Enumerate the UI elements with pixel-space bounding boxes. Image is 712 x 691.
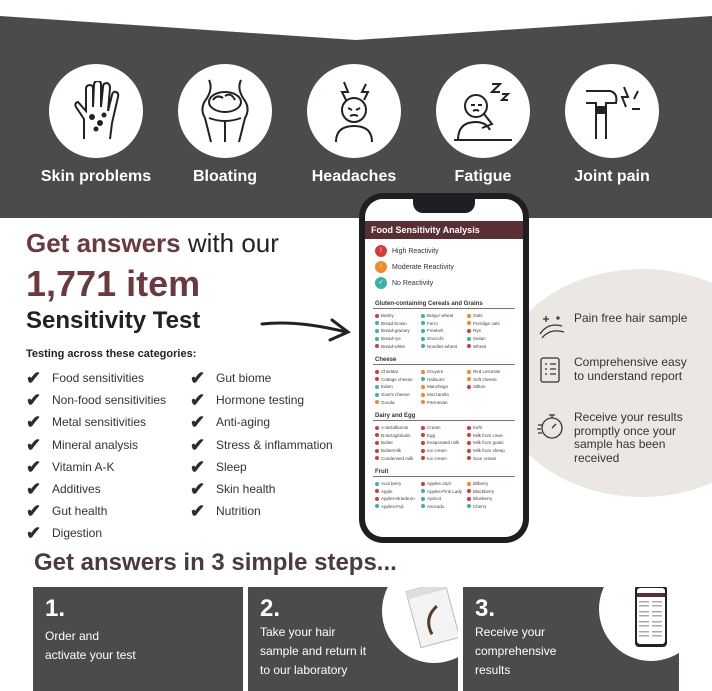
reactivity-dot-icon bbox=[467, 344, 471, 348]
food-item bbox=[467, 383, 513, 391]
food-name: Barley bbox=[381, 313, 394, 319]
food-item bbox=[467, 447, 513, 455]
food-name: Halloumi bbox=[427, 376, 445, 382]
food-item bbox=[375, 342, 421, 350]
knee-joint-icon bbox=[582, 81, 642, 141]
checkmark-icon: ✔ bbox=[26, 368, 42, 389]
food-name: Evaporated milk bbox=[427, 440, 460, 446]
food-name: Kefir bbox=[473, 425, 483, 431]
reactivity-dot-icon bbox=[467, 329, 471, 333]
food-item bbox=[421, 376, 467, 384]
reactivity-dot-icon bbox=[421, 433, 425, 437]
benefit-pain-free bbox=[536, 312, 699, 340]
reactivity-dot-icon bbox=[421, 497, 425, 501]
reactivity-dot-icon: ! bbox=[375, 261, 387, 273]
category-item bbox=[190, 434, 333, 456]
food-item bbox=[375, 424, 421, 432]
food-item bbox=[375, 383, 421, 391]
food-item bbox=[421, 424, 467, 432]
phone-screen bbox=[365, 199, 523, 537]
step-description: Take your hair sample and return it to our laboratory bbox=[260, 625, 367, 677]
category-label: Sleep bbox=[216, 459, 247, 474]
food-name: Apples-Pink Lady bbox=[427, 488, 463, 494]
category-label: Anti-aging bbox=[216, 415, 271, 430]
symptom-bloating bbox=[160, 64, 290, 186]
category-label: Stress & inflammation bbox=[216, 437, 333, 452]
category-item bbox=[26, 478, 166, 500]
headline-test-name: Sensitivity Test bbox=[26, 307, 201, 334]
report-section-items bbox=[365, 479, 523, 511]
reactivity-dot-icon bbox=[375, 377, 379, 381]
food-name: Wheat bbox=[473, 343, 487, 349]
reactivity-dot-icon bbox=[467, 426, 471, 430]
categories-title: Testing across these categories: bbox=[26, 348, 197, 360]
food-name: A-lactalbumin bbox=[381, 425, 409, 431]
checkmark-icon: ✔ bbox=[26, 523, 42, 544]
stopwatch-icon bbox=[536, 411, 566, 441]
food-item bbox=[421, 383, 467, 391]
reactivity-dot-icon bbox=[375, 393, 379, 397]
food-item bbox=[421, 312, 467, 320]
tired-person-icon bbox=[452, 80, 514, 142]
reactivity-dot-icon bbox=[467, 314, 471, 318]
food-name: Apples-Braeburn bbox=[381, 496, 415, 502]
reactivity-dot-icon bbox=[467, 489, 471, 493]
reactivity-dot-icon bbox=[375, 497, 379, 501]
food-name: Egg bbox=[427, 432, 436, 438]
reactivity-dot-icon bbox=[375, 337, 379, 341]
category-item bbox=[190, 500, 333, 522]
checkmark-icon: ✔ bbox=[26, 412, 42, 433]
food-name: Gruyere bbox=[427, 369, 444, 375]
report-section-title: Cheese bbox=[373, 353, 515, 365]
food-item bbox=[421, 398, 467, 406]
food-item bbox=[421, 454, 467, 462]
food-name: Rye bbox=[473, 328, 482, 334]
food-name: Goat's cheese bbox=[381, 392, 410, 398]
phone-notch bbox=[413, 199, 475, 213]
report-section-items bbox=[365, 367, 523, 407]
food-item bbox=[375, 312, 421, 320]
arrow-right-icon bbox=[258, 314, 354, 344]
food-name: Apple bbox=[381, 488, 393, 494]
reactivity-dot-icon bbox=[375, 385, 379, 389]
symptom-label: Bloating bbox=[193, 168, 257, 185]
food-item bbox=[467, 454, 513, 462]
food-name: Apples-Fuji bbox=[381, 503, 404, 509]
reactivity-dot-icon bbox=[375, 329, 379, 333]
report-section-title: Fruit bbox=[373, 465, 515, 477]
phone-report-icon bbox=[599, 587, 679, 661]
hair-sparkle-icon bbox=[536, 312, 566, 340]
food-item bbox=[421, 327, 467, 335]
hand-skin-icon bbox=[70, 81, 122, 141]
category-item bbox=[190, 411, 333, 433]
food-item bbox=[467, 335, 513, 343]
category-label: Nutrition bbox=[216, 504, 261, 519]
category-item bbox=[190, 456, 333, 478]
reactivity-dot-icon bbox=[421, 456, 425, 460]
food-name: Acai berry bbox=[381, 481, 402, 487]
food-name: Bread-white bbox=[381, 343, 406, 349]
category-item bbox=[26, 500, 166, 522]
step-2 bbox=[248, 587, 458, 691]
reactivity-dot-icon bbox=[421, 329, 425, 333]
steps-title: Get answers in 3 simple steps... bbox=[34, 549, 397, 576]
benefit-report bbox=[536, 356, 699, 384]
symptom-label: Fatigue bbox=[454, 168, 512, 185]
food-name: Bilberry bbox=[473, 481, 489, 487]
legend-label: No Reactivity bbox=[392, 279, 434, 287]
food-name: Noodles-wheat bbox=[427, 343, 458, 349]
reactivity-dot-icon bbox=[467, 321, 471, 325]
food-item bbox=[375, 503, 421, 511]
reactivity-dot-icon bbox=[375, 482, 379, 486]
reactivity-dot-icon bbox=[467, 456, 471, 460]
symptom-skin bbox=[31, 64, 161, 186]
food-name: Freekeh bbox=[427, 328, 444, 334]
symptom-headaches bbox=[289, 64, 419, 186]
category-item bbox=[190, 478, 333, 500]
food-name: Bread-brown bbox=[381, 320, 407, 326]
food-name: Bread-rye bbox=[381, 336, 401, 342]
step-2-image bbox=[382, 587, 458, 663]
reactivity-dot-icon bbox=[421, 385, 425, 389]
food-item bbox=[467, 398, 513, 406]
food-item bbox=[467, 320, 513, 328]
reactivity-legend bbox=[365, 239, 523, 295]
symptom-label: Headaches bbox=[311, 168, 397, 185]
category-item bbox=[26, 434, 166, 456]
report-section-title: Dairy and Egg bbox=[373, 409, 515, 421]
category-label: Metal sensitivities bbox=[52, 415, 147, 430]
symptom-label: Skin problems bbox=[40, 168, 152, 185]
food-name: Soft cheese bbox=[473, 376, 497, 382]
report-section-items bbox=[365, 423, 523, 463]
reactivity-dot-icon bbox=[375, 449, 379, 453]
food-item bbox=[467, 503, 513, 511]
food-item bbox=[375, 368, 421, 376]
reactivity-dot-icon bbox=[421, 400, 425, 404]
food-item bbox=[421, 480, 467, 488]
reactivity-dot-icon bbox=[375, 314, 379, 318]
food-item bbox=[467, 368, 513, 376]
food-item bbox=[421, 391, 467, 399]
bloated-stomach-icon bbox=[195, 78, 255, 144]
food-item bbox=[375, 480, 421, 488]
food-name: Avocado bbox=[427, 503, 445, 509]
food-item bbox=[467, 312, 513, 320]
food-item bbox=[375, 495, 421, 503]
food-item bbox=[467, 327, 513, 335]
phone-mockup bbox=[359, 193, 529, 543]
symptom-fatigue bbox=[418, 64, 548, 186]
checkmark-icon: ✔ bbox=[26, 390, 42, 411]
food-item bbox=[421, 495, 467, 503]
reactivity-dot-icon bbox=[421, 344, 425, 348]
food-item bbox=[375, 439, 421, 447]
benefit-prompt-results bbox=[536, 411, 699, 465]
food-name: Blueberry bbox=[473, 496, 493, 502]
category-label: Skin health bbox=[216, 482, 276, 497]
step-number: 3. bbox=[475, 595, 496, 622]
food-name: Apples-Jazz bbox=[427, 481, 452, 487]
checkmark-icon: ✔ bbox=[190, 479, 206, 500]
food-name: Porridge oats bbox=[473, 320, 500, 326]
checkmark-icon: ✔ bbox=[190, 412, 206, 433]
report-section-title: Gluten-containing Cereals and Grains bbox=[373, 297, 515, 309]
reactivity-dot-icon bbox=[467, 449, 471, 453]
headache-person-icon bbox=[324, 78, 384, 144]
food-item bbox=[421, 432, 467, 440]
reactivity-dot-icon bbox=[421, 426, 425, 430]
reactivity-dot-icon bbox=[375, 426, 379, 430]
reactivity-dot-icon bbox=[375, 489, 379, 493]
food-name: Milk from cows bbox=[473, 432, 503, 438]
reactivity-dot-icon bbox=[375, 441, 379, 445]
food-name: Butter bbox=[381, 440, 394, 446]
reactivity-dot-icon: ✓ bbox=[375, 277, 387, 289]
category-label: Gut health bbox=[52, 504, 108, 519]
reactivity-dot-icon bbox=[375, 433, 379, 437]
benefit-text: Comprehensive easy to understand report bbox=[574, 355, 687, 383]
category-label: Vitamin A-K bbox=[52, 459, 115, 474]
food-item bbox=[421, 503, 467, 511]
checkmark-icon: ✔ bbox=[190, 390, 206, 411]
reactivity-dot-icon bbox=[421, 314, 425, 318]
checkmark-icon: ✔ bbox=[26, 456, 42, 477]
food-name: Manchego bbox=[427, 384, 449, 390]
reactivity-dot-icon bbox=[467, 482, 471, 486]
reactivity-dot-icon bbox=[467, 433, 471, 437]
reactivity-dot-icon bbox=[421, 441, 425, 445]
categories-right bbox=[190, 367, 333, 522]
food-item bbox=[421, 342, 467, 350]
checkmark-icon: ✔ bbox=[190, 434, 206, 455]
reactivity-dot-icon bbox=[375, 504, 379, 508]
benefit-text: Receive your results promptly once your sample has been received bbox=[574, 410, 683, 465]
legend-item bbox=[375, 243, 513, 259]
food-item bbox=[375, 391, 421, 399]
food-name: Cream bbox=[427, 425, 441, 431]
food-name: Cheddar bbox=[381, 369, 399, 375]
reactivity-dot-icon bbox=[467, 337, 471, 341]
report-title: Food Sensitivity Analysis bbox=[365, 221, 523, 239]
category-label: Non-food sensitivities bbox=[52, 393, 167, 408]
food-name: Parmesan bbox=[427, 399, 448, 405]
food-item bbox=[467, 376, 513, 384]
food-item bbox=[467, 424, 513, 432]
legend-item bbox=[375, 275, 513, 291]
reactivity-dot-icon bbox=[421, 321, 425, 325]
food-item bbox=[467, 432, 513, 440]
reactivity-dot-icon bbox=[467, 370, 471, 374]
symptom-label: Joint pain bbox=[574, 168, 650, 185]
food-item bbox=[421, 368, 467, 376]
step-description: Receive your comprehensive results bbox=[475, 625, 557, 677]
food-item bbox=[375, 376, 421, 384]
benefit-text: Pain free hair sample bbox=[574, 311, 688, 325]
reactivity-dot-icon bbox=[421, 489, 425, 493]
category-label: Additives bbox=[52, 482, 101, 497]
reactivity-dot-icon bbox=[375, 456, 379, 460]
food-name: Gouda bbox=[381, 399, 395, 405]
categories-left bbox=[26, 367, 166, 545]
reactivity-dot-icon bbox=[375, 321, 379, 325]
category-label: Digestion bbox=[52, 526, 103, 541]
food-item bbox=[375, 454, 421, 462]
category-item bbox=[26, 522, 166, 544]
hair-sample-bag-icon bbox=[382, 587, 458, 663]
food-name: Buttermilk bbox=[381, 448, 402, 454]
food-name: B-lactoglobulin bbox=[381, 432, 411, 438]
category-label: Mineral analysis bbox=[52, 437, 139, 452]
food-item bbox=[467, 488, 513, 496]
food-item bbox=[421, 488, 467, 496]
reactivity-dot-icon bbox=[421, 393, 425, 397]
food-item bbox=[375, 398, 421, 406]
food-item bbox=[421, 335, 467, 343]
reactivity-dot-icon bbox=[421, 370, 425, 374]
category-item bbox=[26, 456, 166, 478]
category-item bbox=[190, 367, 333, 389]
food-name: Mozzarella bbox=[427, 392, 449, 398]
food-name: Condensed milk bbox=[381, 455, 414, 461]
food-item bbox=[467, 480, 513, 488]
reactivity-dot-icon: ! bbox=[375, 245, 387, 257]
food-item bbox=[375, 320, 421, 328]
food-item bbox=[467, 439, 513, 447]
food-name: Ice cream bbox=[427, 448, 447, 454]
category-item bbox=[26, 389, 166, 411]
food-item bbox=[467, 495, 513, 503]
food-name: Blackberry bbox=[473, 488, 495, 494]
food-name: Bread-granary bbox=[381, 328, 410, 334]
checkmark-icon: ✔ bbox=[26, 479, 42, 500]
headline bbox=[26, 228, 279, 335]
food-name: Red Leicester bbox=[473, 369, 501, 375]
step-3 bbox=[463, 587, 679, 691]
category-item bbox=[190, 389, 333, 411]
food-item bbox=[375, 335, 421, 343]
checkmark-icon: ✔ bbox=[190, 456, 206, 477]
food-item bbox=[375, 447, 421, 455]
symptom-joint-pain bbox=[547, 64, 677, 186]
food-name: Gnocchi bbox=[427, 336, 444, 342]
food-name: Stilton bbox=[473, 384, 486, 390]
reactivity-dot-icon bbox=[467, 385, 471, 389]
checkmark-icon: ✔ bbox=[190, 501, 206, 522]
food-name: Seitan bbox=[473, 336, 486, 342]
food-name: Sour cream bbox=[473, 455, 497, 461]
reactivity-dot-icon bbox=[467, 504, 471, 508]
food-name: Bulgur wheat bbox=[427, 313, 454, 319]
report-sections bbox=[365, 297, 523, 511]
reactivity-dot-icon bbox=[421, 337, 425, 341]
reactivity-dot-icon bbox=[375, 370, 379, 374]
food-item bbox=[467, 342, 513, 350]
food-item bbox=[421, 320, 467, 328]
reactivity-dot-icon bbox=[375, 400, 379, 404]
category-label: Gut biome bbox=[216, 371, 272, 386]
step-number: 2. bbox=[260, 595, 281, 622]
step-3-image bbox=[599, 587, 679, 661]
category-label: Hormone testing bbox=[216, 393, 305, 408]
legend-label: High Reactivity bbox=[392, 247, 439, 255]
step-description: Order and activate your test bbox=[45, 629, 136, 662]
category-label: Food sensitivities bbox=[52, 371, 145, 386]
food-name: Milk from sheep bbox=[473, 448, 505, 454]
step-1 bbox=[33, 587, 243, 691]
reactivity-dot-icon bbox=[421, 504, 425, 508]
food-name: Apricot bbox=[427, 496, 442, 502]
report-section-items bbox=[365, 311, 523, 351]
step-number: 1. bbox=[45, 595, 66, 622]
food-name: Cherry bbox=[473, 503, 487, 509]
food-name: Oats bbox=[473, 313, 483, 319]
reactivity-dot-icon bbox=[421, 449, 425, 453]
top-wave bbox=[0, 0, 712, 40]
food-item bbox=[375, 488, 421, 496]
category-item bbox=[26, 367, 166, 389]
food-item bbox=[421, 439, 467, 447]
food-item bbox=[375, 432, 421, 440]
report-list-icon bbox=[536, 356, 566, 384]
headline-line1: Get answers with our bbox=[26, 228, 279, 258]
reactivity-dot-icon bbox=[467, 497, 471, 501]
reactivity-dot-icon bbox=[467, 377, 471, 381]
food-item bbox=[375, 327, 421, 335]
reactivity-dot-icon bbox=[421, 377, 425, 381]
category-item bbox=[26, 411, 166, 433]
food-name: Cottage cheese bbox=[381, 376, 413, 382]
food-name: Edam bbox=[381, 384, 393, 390]
food-name: Ice cream bbox=[427, 455, 447, 461]
food-name: Farro bbox=[427, 320, 438, 326]
food-item bbox=[467, 391, 513, 399]
legend-label: Moderate Reactivity bbox=[392, 263, 454, 271]
food-name: Milk from goats bbox=[473, 440, 504, 446]
reactivity-dot-icon bbox=[375, 344, 379, 348]
legend-item bbox=[375, 259, 513, 275]
headline-item-count: 1,771 item bbox=[26, 263, 201, 304]
checkmark-icon: ✔ bbox=[26, 434, 42, 455]
symptom-list bbox=[0, 64, 712, 194]
food-item bbox=[421, 447, 467, 455]
checkmark-icon: ✔ bbox=[26, 501, 42, 522]
reactivity-dot-icon bbox=[467, 441, 471, 445]
reactivity-dot-icon bbox=[421, 482, 425, 486]
checkmark-icon: ✔ bbox=[190, 368, 206, 389]
